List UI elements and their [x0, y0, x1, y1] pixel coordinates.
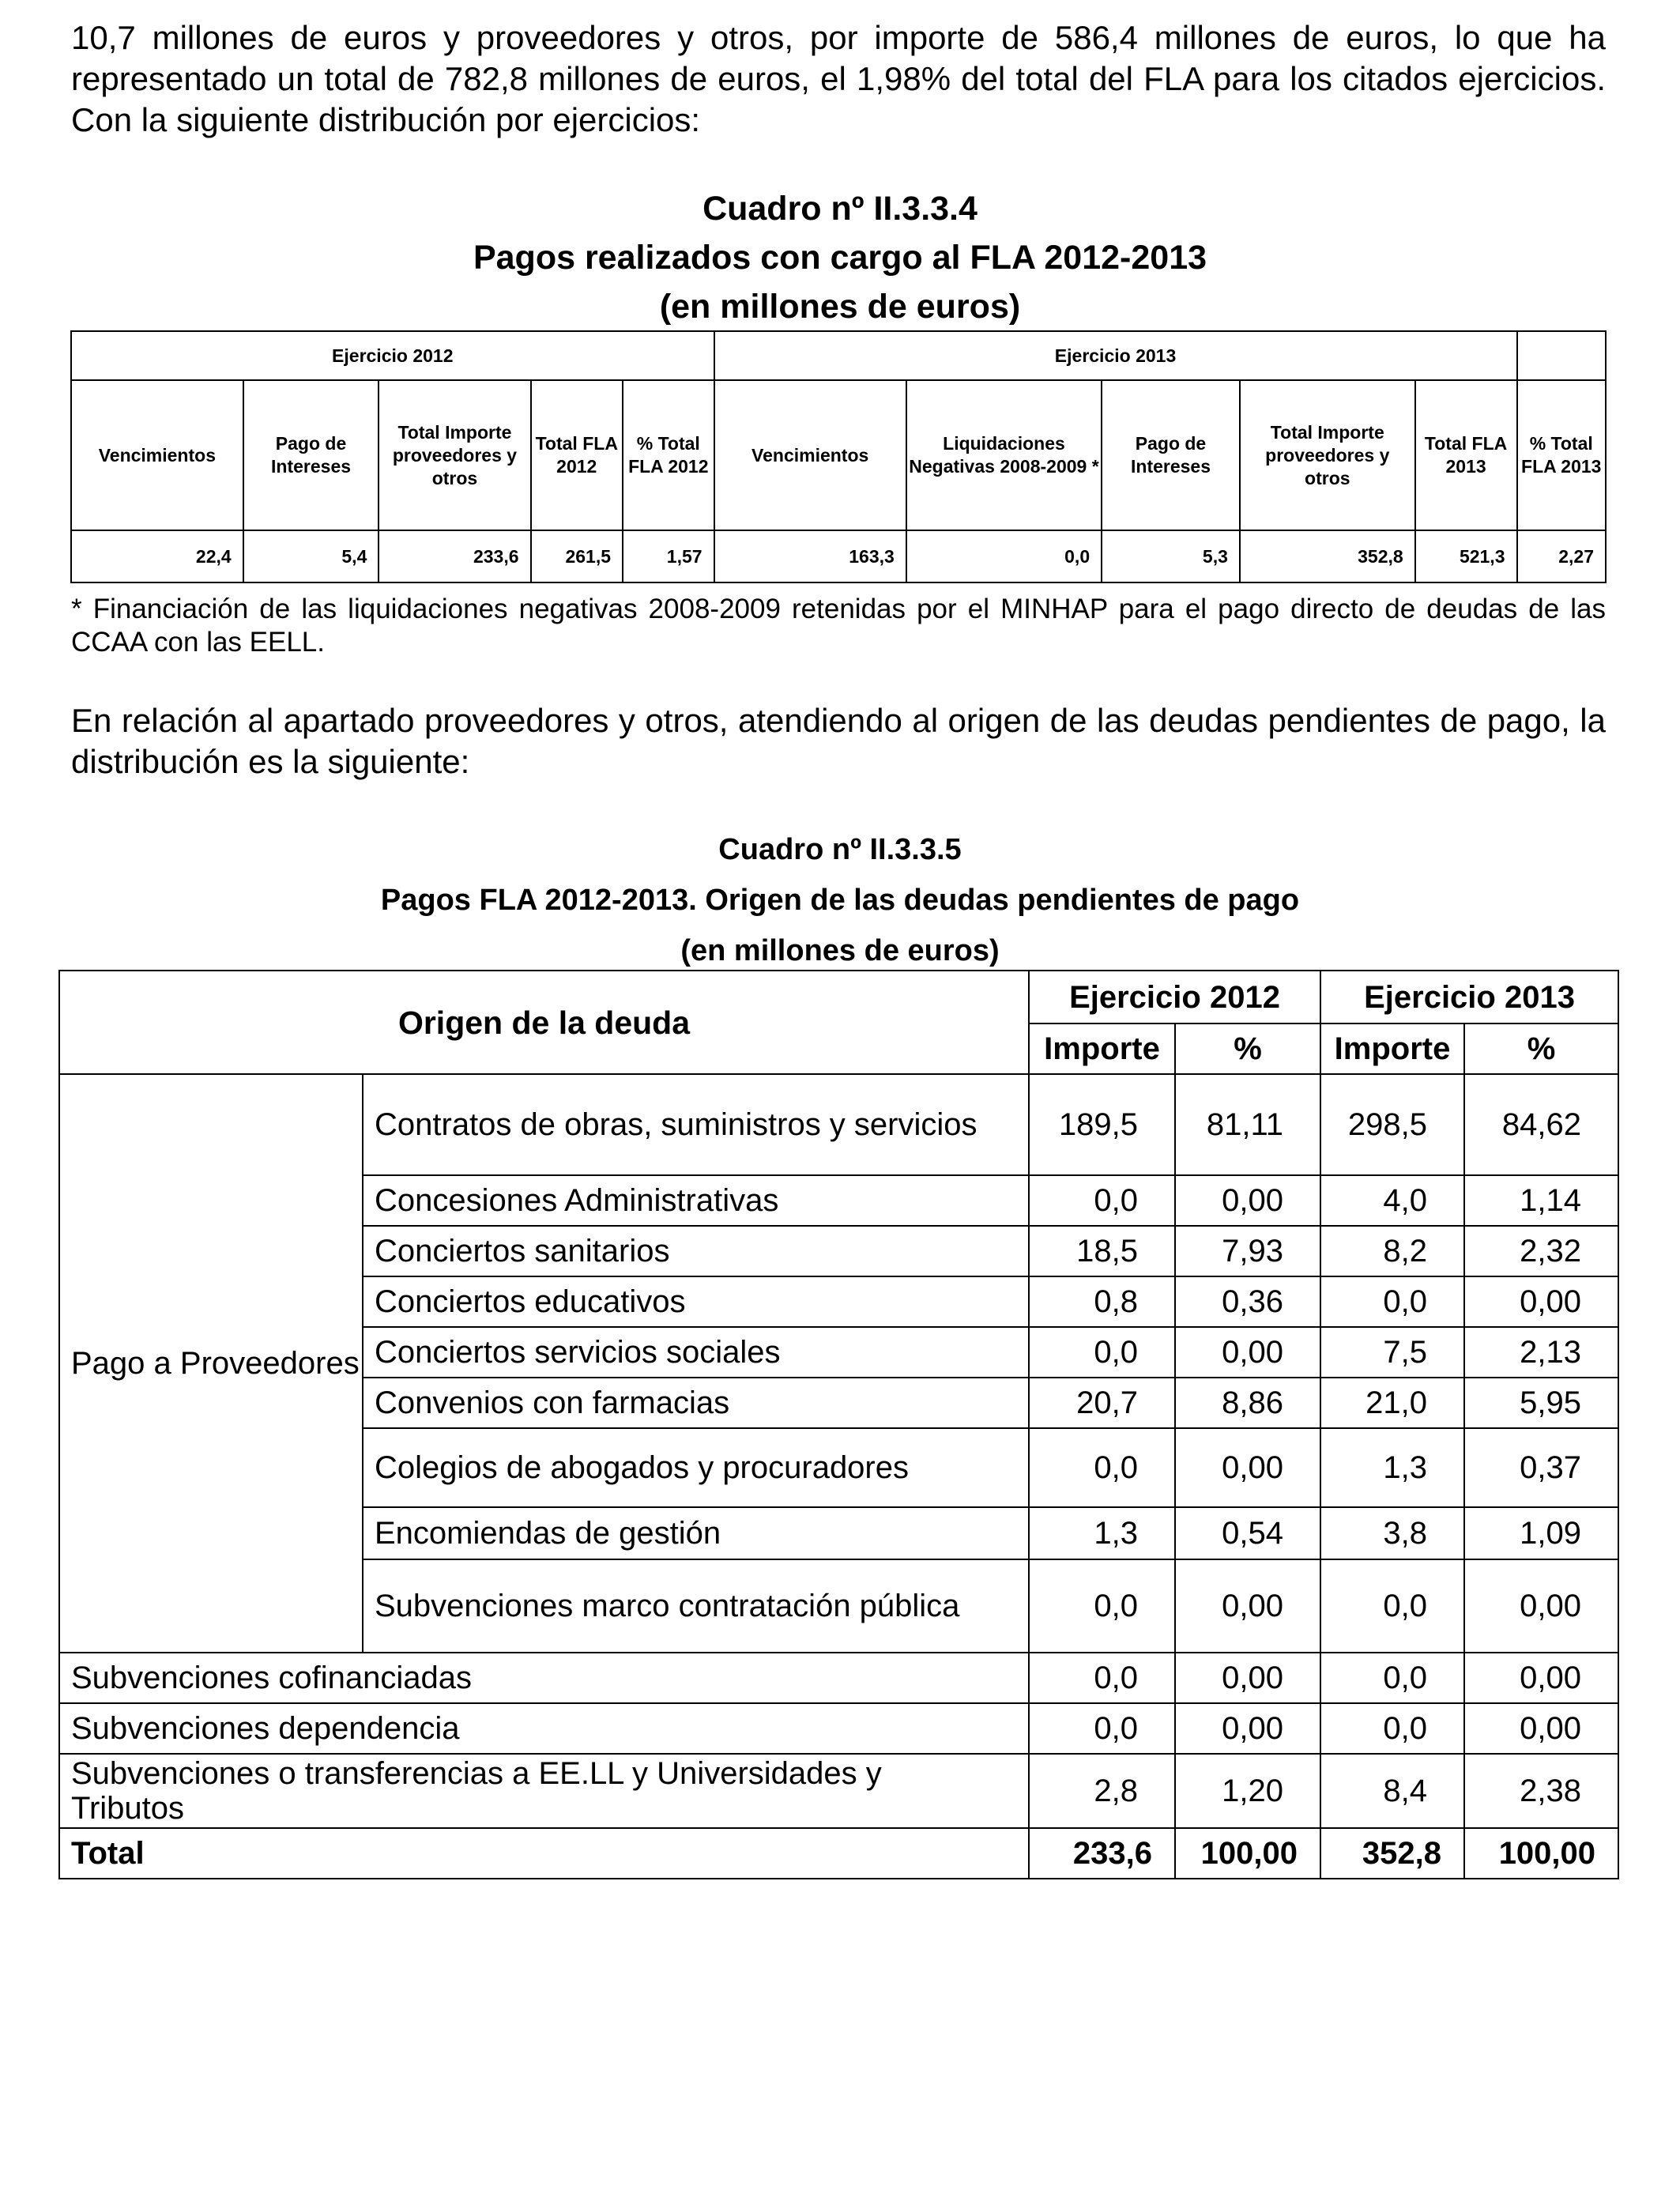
value-cell: 352,8: [1240, 530, 1415, 582]
value-cell: 0,0: [1029, 1327, 1175, 1378]
table1-caption: [0, 184, 1680, 331]
column-header: Pago de Intereses: [243, 380, 379, 530]
column-header: Vencimientos: [714, 380, 906, 530]
value-cell: 5,4: [243, 530, 379, 582]
total-value: 100,00: [1175, 1828, 1320, 1879]
value-cell: 2,32: [1464, 1226, 1618, 1276]
importe-2012-header: Importe: [1029, 1023, 1175, 1074]
total-value: 100,00: [1464, 1828, 1618, 1879]
value-cell: 4,0: [1320, 1175, 1464, 1226]
value-cell: 0,0: [1320, 1703, 1464, 1754]
table2-units: (en millones de euros): [680, 934, 1000, 967]
value-cell: 0,00: [1175, 1327, 1320, 1378]
relation-paragraph: En relación al apartado proveedores y otros, atendiendo al origen de las deudas pendientes de pago, la distribución es la siguiente:: [71, 702, 1606, 780]
value-cell: 5,95: [1464, 1378, 1618, 1428]
value-cell: 0,0: [1029, 1653, 1175, 1703]
value-cell: 0,00: [1175, 1653, 1320, 1703]
value-cell: 5,3: [1102, 530, 1240, 582]
value-cell: 261,5: [531, 530, 623, 582]
year-2013-header: Ejercicio 2013: [1320, 971, 1618, 1023]
value-cell: 1,3: [1320, 1428, 1464, 1507]
value-cell: 0,0: [1029, 1559, 1175, 1653]
value-cell: 1,14: [1464, 1175, 1618, 1226]
value-cell: 0,00: [1464, 1559, 1618, 1653]
value-cell: 0,0: [1029, 1175, 1175, 1226]
value-cell: 8,4: [1320, 1754, 1464, 1828]
debt-origin-table: [58, 970, 1619, 1879]
intro-paragraph: 10,7 millones de euros y proveedores y otros, por importe de 586,4 millones de euros, lo que ha representado un total de 782,8 millones de euros, el 1,98% del total del FLA para los citados ejercicios. Con la siguiente distribución por ejercicios:: [71, 19, 1606, 138]
value-cell: 2,13: [1464, 1327, 1618, 1378]
payments-table: [70, 330, 1607, 583]
value-cell: 81,11: [1175, 1074, 1320, 1175]
table-row: [59, 1754, 1618, 1828]
table-row: [59, 1703, 1618, 1754]
value-cell: 1,3: [1029, 1507, 1175, 1559]
value-cell: 8,2: [1320, 1226, 1464, 1276]
value-cell: 0,0: [906, 530, 1102, 582]
value-cell: 2,8: [1029, 1754, 1175, 1828]
table2-title: Pagos FLA 2012-2013. Origen de las deudas pendientes de pago: [380, 884, 1300, 917]
value-cell: 1,57: [623, 530, 714, 582]
origin-header: Origen de la deuda: [59, 971, 1029, 1074]
value-cell: 0,00: [1175, 1703, 1320, 1754]
value-cell: 0,54: [1175, 1507, 1320, 1559]
value-cell: 0,36: [1175, 1276, 1320, 1327]
value-cell: 21,0: [1320, 1378, 1464, 1428]
empty-header-cell: [1517, 331, 1607, 380]
value-cell: 0,37: [1464, 1428, 1618, 1507]
value-cell: 3,8: [1320, 1507, 1464, 1559]
table-row: [59, 1653, 1618, 1703]
importe-2013-header: Importe: [1320, 1023, 1464, 1074]
row-label: Subvenciones dependencia: [59, 1703, 1029, 1754]
value-cell: 0,0: [1320, 1653, 1464, 1703]
value-cell: 0,8: [1029, 1276, 1175, 1327]
value-cell: 189,5: [1029, 1074, 1175, 1175]
value-cell: 0,00: [1175, 1175, 1320, 1226]
value-cell: 1,20: [1175, 1754, 1320, 1828]
value-cell: 8,86: [1175, 1378, 1320, 1428]
total-value: 352,8: [1320, 1828, 1464, 1879]
row-label: Conciertos educativos: [363, 1276, 1029, 1327]
row-label: Subvenciones cofinanciadas: [59, 1653, 1029, 1703]
value-cell: 233,6: [379, 530, 530, 582]
value-cell: 163,3: [714, 530, 906, 582]
value-cell: 0,0: [1029, 1428, 1175, 1507]
column-header: % Total FLA 2012: [623, 380, 714, 530]
table2-number: Cuadro nº II.3.3.5: [718, 833, 962, 866]
value-cell: 2,27: [1517, 530, 1607, 582]
group-header-2013: Ejercicio 2013: [714, 331, 1517, 380]
row-label: Concesiones Administrativas: [363, 1175, 1029, 1226]
group-header-2012: Ejercicio 2012: [71, 331, 714, 380]
value-cell: 0,0: [1029, 1703, 1175, 1754]
total-value: 233,6: [1029, 1828, 1175, 1879]
row-label: Subvenciones marco contratación pública: [363, 1559, 1029, 1653]
value-cell: 0,00: [1175, 1428, 1320, 1507]
table-row: [59, 1074, 1618, 1175]
group-label-cell: Pago a Proveedores: [59, 1074, 363, 1653]
value-cell: 22,4: [71, 530, 243, 582]
total-row: [59, 1828, 1618, 1879]
column-header: Liquidaciones Negativas 2008-2009 *: [906, 380, 1102, 530]
value-cell: 0,00: [1464, 1703, 1618, 1754]
value-cell: 298,5: [1320, 1074, 1464, 1175]
percent-2012-header: %: [1175, 1023, 1320, 1074]
value-cell: 0,00: [1464, 1276, 1618, 1327]
table1-units: (en millones de euros): [659, 288, 1021, 326]
row-label: Colegios de abogados y procuradores: [363, 1428, 1029, 1507]
row-label: Encomiendas de gestión: [363, 1507, 1029, 1559]
value-cell: 20,7: [1029, 1378, 1175, 1428]
total-label: Total: [59, 1828, 1029, 1879]
table2-caption: [0, 824, 1680, 976]
column-header: Vencimientos: [71, 380, 243, 530]
value-cell: 1,09: [1464, 1507, 1618, 1559]
year-2012-header: Ejercicio 2012: [1029, 971, 1320, 1023]
value-cell: 18,5: [1029, 1226, 1175, 1276]
value-cell: 521,3: [1415, 530, 1517, 582]
percent-2013-header: %: [1464, 1023, 1618, 1074]
column-header: % Total FLA 2013: [1517, 380, 1607, 530]
table1-number: Cuadro nº II.3.3.4: [703, 190, 977, 228]
row-label: Conciertos sanitarios: [363, 1226, 1029, 1276]
row-label: Subvenciones o transferencias a EE.LL y Universidades y Tributos: [59, 1754, 1029, 1828]
column-header: Total FLA 2013: [1415, 380, 1517, 530]
row-label: Conciertos servicios sociales: [363, 1327, 1029, 1378]
value-cell: 0,0: [1320, 1276, 1464, 1327]
column-header: Total Importe proveedores y otros: [1240, 380, 1415, 530]
value-cell: 7,93: [1175, 1226, 1320, 1276]
column-header: Total Importe proveedores y otros: [379, 380, 530, 530]
column-header: Total FLA 2012: [531, 380, 623, 530]
value-cell: 0,00: [1464, 1653, 1618, 1703]
column-header: Pago de Intereses: [1102, 380, 1240, 530]
footnote: * Financiación de las liquidaciones negativas 2008-2009 retenidas por el MINHAP para el pago directo de deudas de las CCAA con las EELL.: [71, 594, 1606, 658]
value-cell: 0,00: [1175, 1559, 1320, 1653]
row-label: Convenios con farmacias: [363, 1378, 1029, 1428]
row-label: Contratos de obras, suministros y servicios: [363, 1074, 1029, 1175]
table1-title: Pagos realizados con cargo al FLA 2012-2013: [473, 239, 1207, 277]
value-cell: 2,38: [1464, 1754, 1618, 1828]
value-cell: 84,62: [1464, 1074, 1618, 1175]
value-cell: 7,5: [1320, 1327, 1464, 1378]
value-cell: 0,0: [1320, 1559, 1464, 1653]
